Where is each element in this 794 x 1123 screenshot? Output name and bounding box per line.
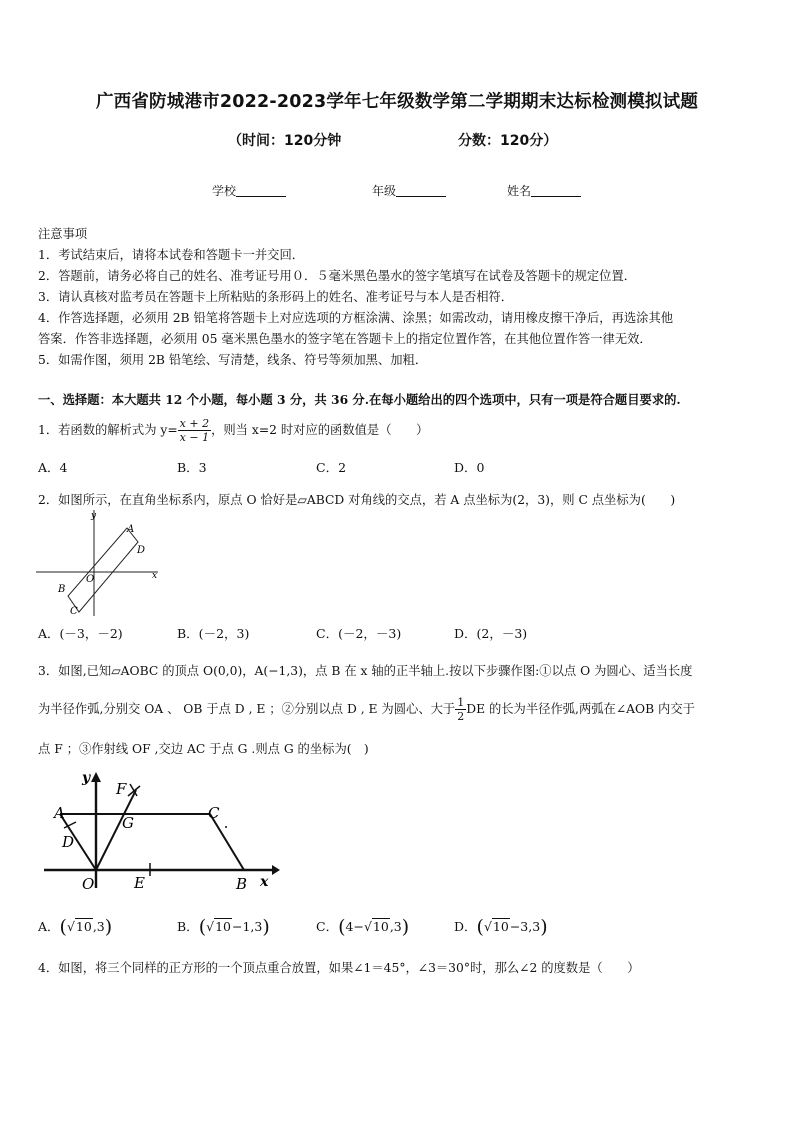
grade-label: 年级 bbox=[372, 184, 397, 198]
score-label: 分数：120分） bbox=[458, 133, 558, 149]
name-label: 姓名 bbox=[507, 184, 532, 198]
name-field bbox=[507, 182, 581, 199]
question-1 bbox=[38, 412, 428, 448]
question-3-line-1: 3．如图,已知▱AOBC 的顶点 O(0,0)，A(−1,3)，点 B 在 x 轴的正半轴上.按以下步骤作图:①以点 O 为圆心、适当长度 bbox=[38, 664, 693, 678]
grade-blank[interactable] bbox=[396, 184, 446, 197]
label-d: D bbox=[137, 545, 146, 556]
q1-text-post: ，则当 x=2 时对应的函数值是（ ） bbox=[211, 423, 429, 437]
note-item: 2．答题前，请务必将自己的姓名、准考证号用０．５毫米黑色墨水的签字笔填写在试卷及答题卡的规定位置． bbox=[38, 269, 637, 283]
label-g: G bbox=[122, 814, 134, 832]
q2-option-c[interactable]: C．(－2，－3) bbox=[316, 626, 402, 641]
time-label: （时间：120分钟 bbox=[228, 133, 342, 149]
stray-dot bbox=[225, 826, 227, 828]
label-o: O bbox=[86, 574, 95, 585]
label-c: C bbox=[208, 804, 220, 822]
q3-figure bbox=[40, 770, 280, 895]
question-3-line-2: 为半径作弧,分别交 OA 、 OB 于点 D , E ；②分别以点 D , E 为圆心、大于 $\frac{1}{2}$ DE 的长为半径作弧,两弧在∠AOB 内交于 bbox=[38, 696, 695, 723]
label-d: D bbox=[62, 833, 75, 851]
question-3-line-3: 点 F ；③作射线 OF ,交边 AC 于点 G .则点 G 的坐标为( ) bbox=[38, 742, 369, 756]
note-item: 1．考试结束后，请将本试卷和答题卡一并交回． bbox=[38, 248, 305, 262]
q2-option-b[interactable]: B．(－2，3) bbox=[177, 626, 250, 641]
note-item: 答案．作答非选择题，必须用 05 毫米黑色墨水的签字笔在答题卡上的指定位置作答，在其他位置作答一律无效． bbox=[38, 332, 652, 346]
school-blank[interactable] bbox=[236, 184, 286, 197]
q3-option-b[interactable]: B．(√10−1,3) bbox=[177, 916, 270, 938]
q3-half-fraction: $\frac{1}{2}$ bbox=[457, 696, 465, 723]
question-4: 4．如图，将三个同样的正方形的一个顶点重合放置，如果∠1＝45°，∠3＝30°时，那么∠2 的度数是（ ） bbox=[38, 961, 640, 975]
q1-option-c[interactable]: C．2 bbox=[316, 460, 347, 475]
q1-fraction: $\frac{x + 2}{x - 1}$ bbox=[179, 417, 210, 444]
question-2: 2．如图所示，在直角坐标系内，原点 O 恰好是▱ABCD 对角线的交点，若 A 点坐标为(2，3)，则 C 点坐标为( ) bbox=[38, 493, 676, 507]
label-f: F bbox=[116, 780, 127, 798]
label-b: B bbox=[236, 875, 248, 893]
q3-option-c[interactable]: C．(4−√10,3) bbox=[316, 916, 410, 938]
label-y: y bbox=[82, 770, 91, 786]
school-field bbox=[212, 182, 286, 199]
y-axis-arrow bbox=[91, 772, 101, 782]
section-heading: 一、选择题：本大题共 12 个小题，每小题 3 分，共 36 分.在每小题给出的四个选项中，只有一项是符合题目要求的. bbox=[38, 392, 681, 407]
label-x: x bbox=[260, 874, 269, 890]
note-item: 3．请认真核对监考员在答题卡上所粘贴的条形码上的姓名、准考证号与本人是否相符． bbox=[38, 290, 514, 304]
q1-option-d[interactable]: D．0 bbox=[454, 460, 485, 475]
note-item: 5．如需作图，须用 2B 铅笔绘、写清楚，线条、符号等须加黑、加粗． bbox=[38, 353, 428, 367]
note-item: 4．作答选择题，必须用 2B 铅笔将答题卡上对应选项的方框涂满、涂黑；如需改动，请用橡皮擦干净后，再选涂其他 bbox=[38, 311, 674, 325]
name-blank[interactable] bbox=[531, 184, 581, 197]
label-e: E bbox=[134, 874, 145, 892]
q3-option-d[interactable]: D．(√10−3,3) bbox=[454, 916, 548, 938]
school-label: 学校 bbox=[212, 184, 237, 198]
q3-option-a[interactable]: A．(√10,3) bbox=[38, 916, 113, 938]
q1-option-b[interactable]: B．3 bbox=[177, 460, 207, 475]
x-axis-arrow bbox=[272, 865, 280, 875]
segment-cb bbox=[210, 814, 244, 870]
notes-heading: 注意事项 bbox=[38, 227, 88, 241]
label-a: A bbox=[127, 524, 135, 535]
label-b: B bbox=[58, 584, 66, 595]
parallelogram-abcd bbox=[68, 528, 138, 612]
grade-field bbox=[372, 182, 446, 199]
q2-option-a[interactable]: A．(－3，－2) bbox=[38, 626, 123, 641]
label-y: y bbox=[91, 511, 97, 521]
q1-option-a[interactable]: A．4 bbox=[38, 460, 68, 475]
q2-option-d[interactable]: D．(2，－3) bbox=[454, 626, 528, 641]
label-c: C bbox=[70, 606, 78, 617]
label-x: x bbox=[152, 571, 158, 581]
label-a: A bbox=[54, 804, 65, 822]
q2-figure bbox=[36, 508, 166, 620]
q1-text-pre: 1．若函数的解析式为 y= bbox=[38, 423, 178, 437]
page-title: 广西省防城港市2022-2023学年七年级数学第二学期期末达标检测模拟试题 bbox=[95, 92, 699, 112]
label-o: O bbox=[82, 875, 95, 893]
